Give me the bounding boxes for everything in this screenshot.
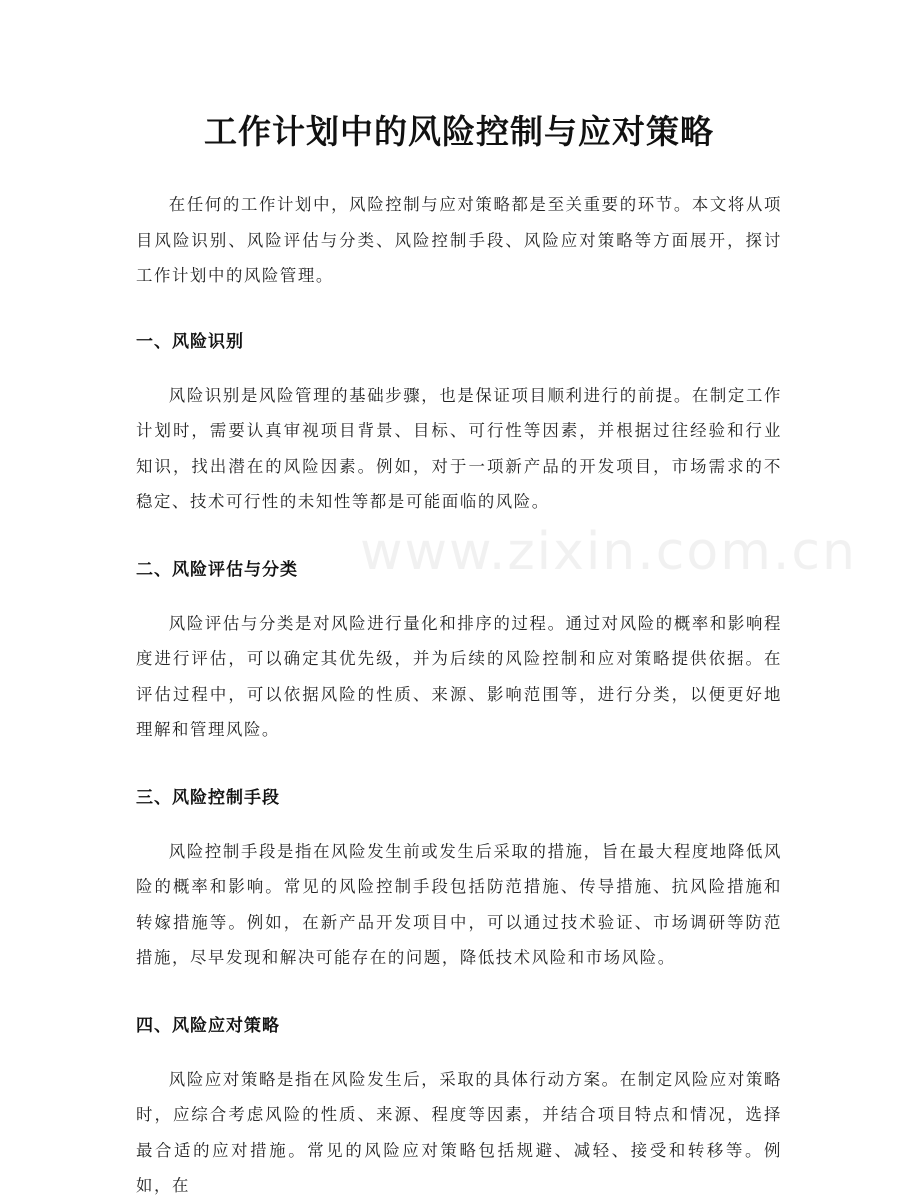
section-body-risk-response: 风险应对策略是指在风险发生后，采取的具体行动方案。在制定风险应对策略时，应综合考虑风险的性质、来源、程度等因素，并结合项目特点和情况，选择最合适的应对措施。常见的风险应对策略包括规避、减轻、接受和转移等。例如，在 bbox=[136, 1069, 782, 1195]
section-body-risk-assessment: 风险评估与分类是对风险进行量化和排序的过程。通过对风险的概率和影响程度进行评估，可以确定其优先级，并为后续的风险控制和应对策略提供依据。在评估过程中，可以依据风险的性质、来源、影响范围等，进行分类，以便更好地理解和管理风险。 bbox=[136, 613, 782, 739]
document-title: 工作计划中的风险控制与应对策略 bbox=[204, 112, 714, 151]
section-heading-risk-control: 三、风险控制手段 bbox=[136, 787, 280, 808]
section-heading-risk-assessment: 二、风险评估与分类 bbox=[136, 559, 298, 580]
section-heading-risk-identification: 一、风险识别 bbox=[136, 331, 244, 352]
watermark-text: www.zixin.com.cn bbox=[360, 522, 857, 582]
intro-paragraph: 在任何的工作计划中，风险控制与应对策略都是至关重要的环节。本文将从项目风险识别、风险评估与分类、风险控制手段、风险应对策略等方面展开，探讨工作计划中的风险管理。 bbox=[136, 195, 782, 285]
section-heading-risk-response: 四、风险应对策略 bbox=[136, 1015, 280, 1036]
section-body-risk-control: 风险控制手段是指在风险发生前或发生后采取的措施，旨在最大程度地降低风险的概率和影响。常见的风险控制手段包括防范措施、传导措施、抗风险措施和转嫁措施等。例如，在新产品开发项目中，可以通过技术验证、市场调研等防范措施，尽早发现和解决可能存在的问题，降低技术风险和市场风险。 bbox=[136, 841, 782, 967]
section-body-risk-identification: 风险识别是风险管理的基础步骤，也是保证项目顺利进行的前提。在制定工作计划时，需要认真审视项目背景、目标、可行性等因素，并根据过往经验和行业知识，找出潜在的风险因素。例如，对于一项新产品的开发项目，市场需求的不稳定、技术可行性的未知性等都是可能面临的风险。 bbox=[136, 385, 782, 511]
